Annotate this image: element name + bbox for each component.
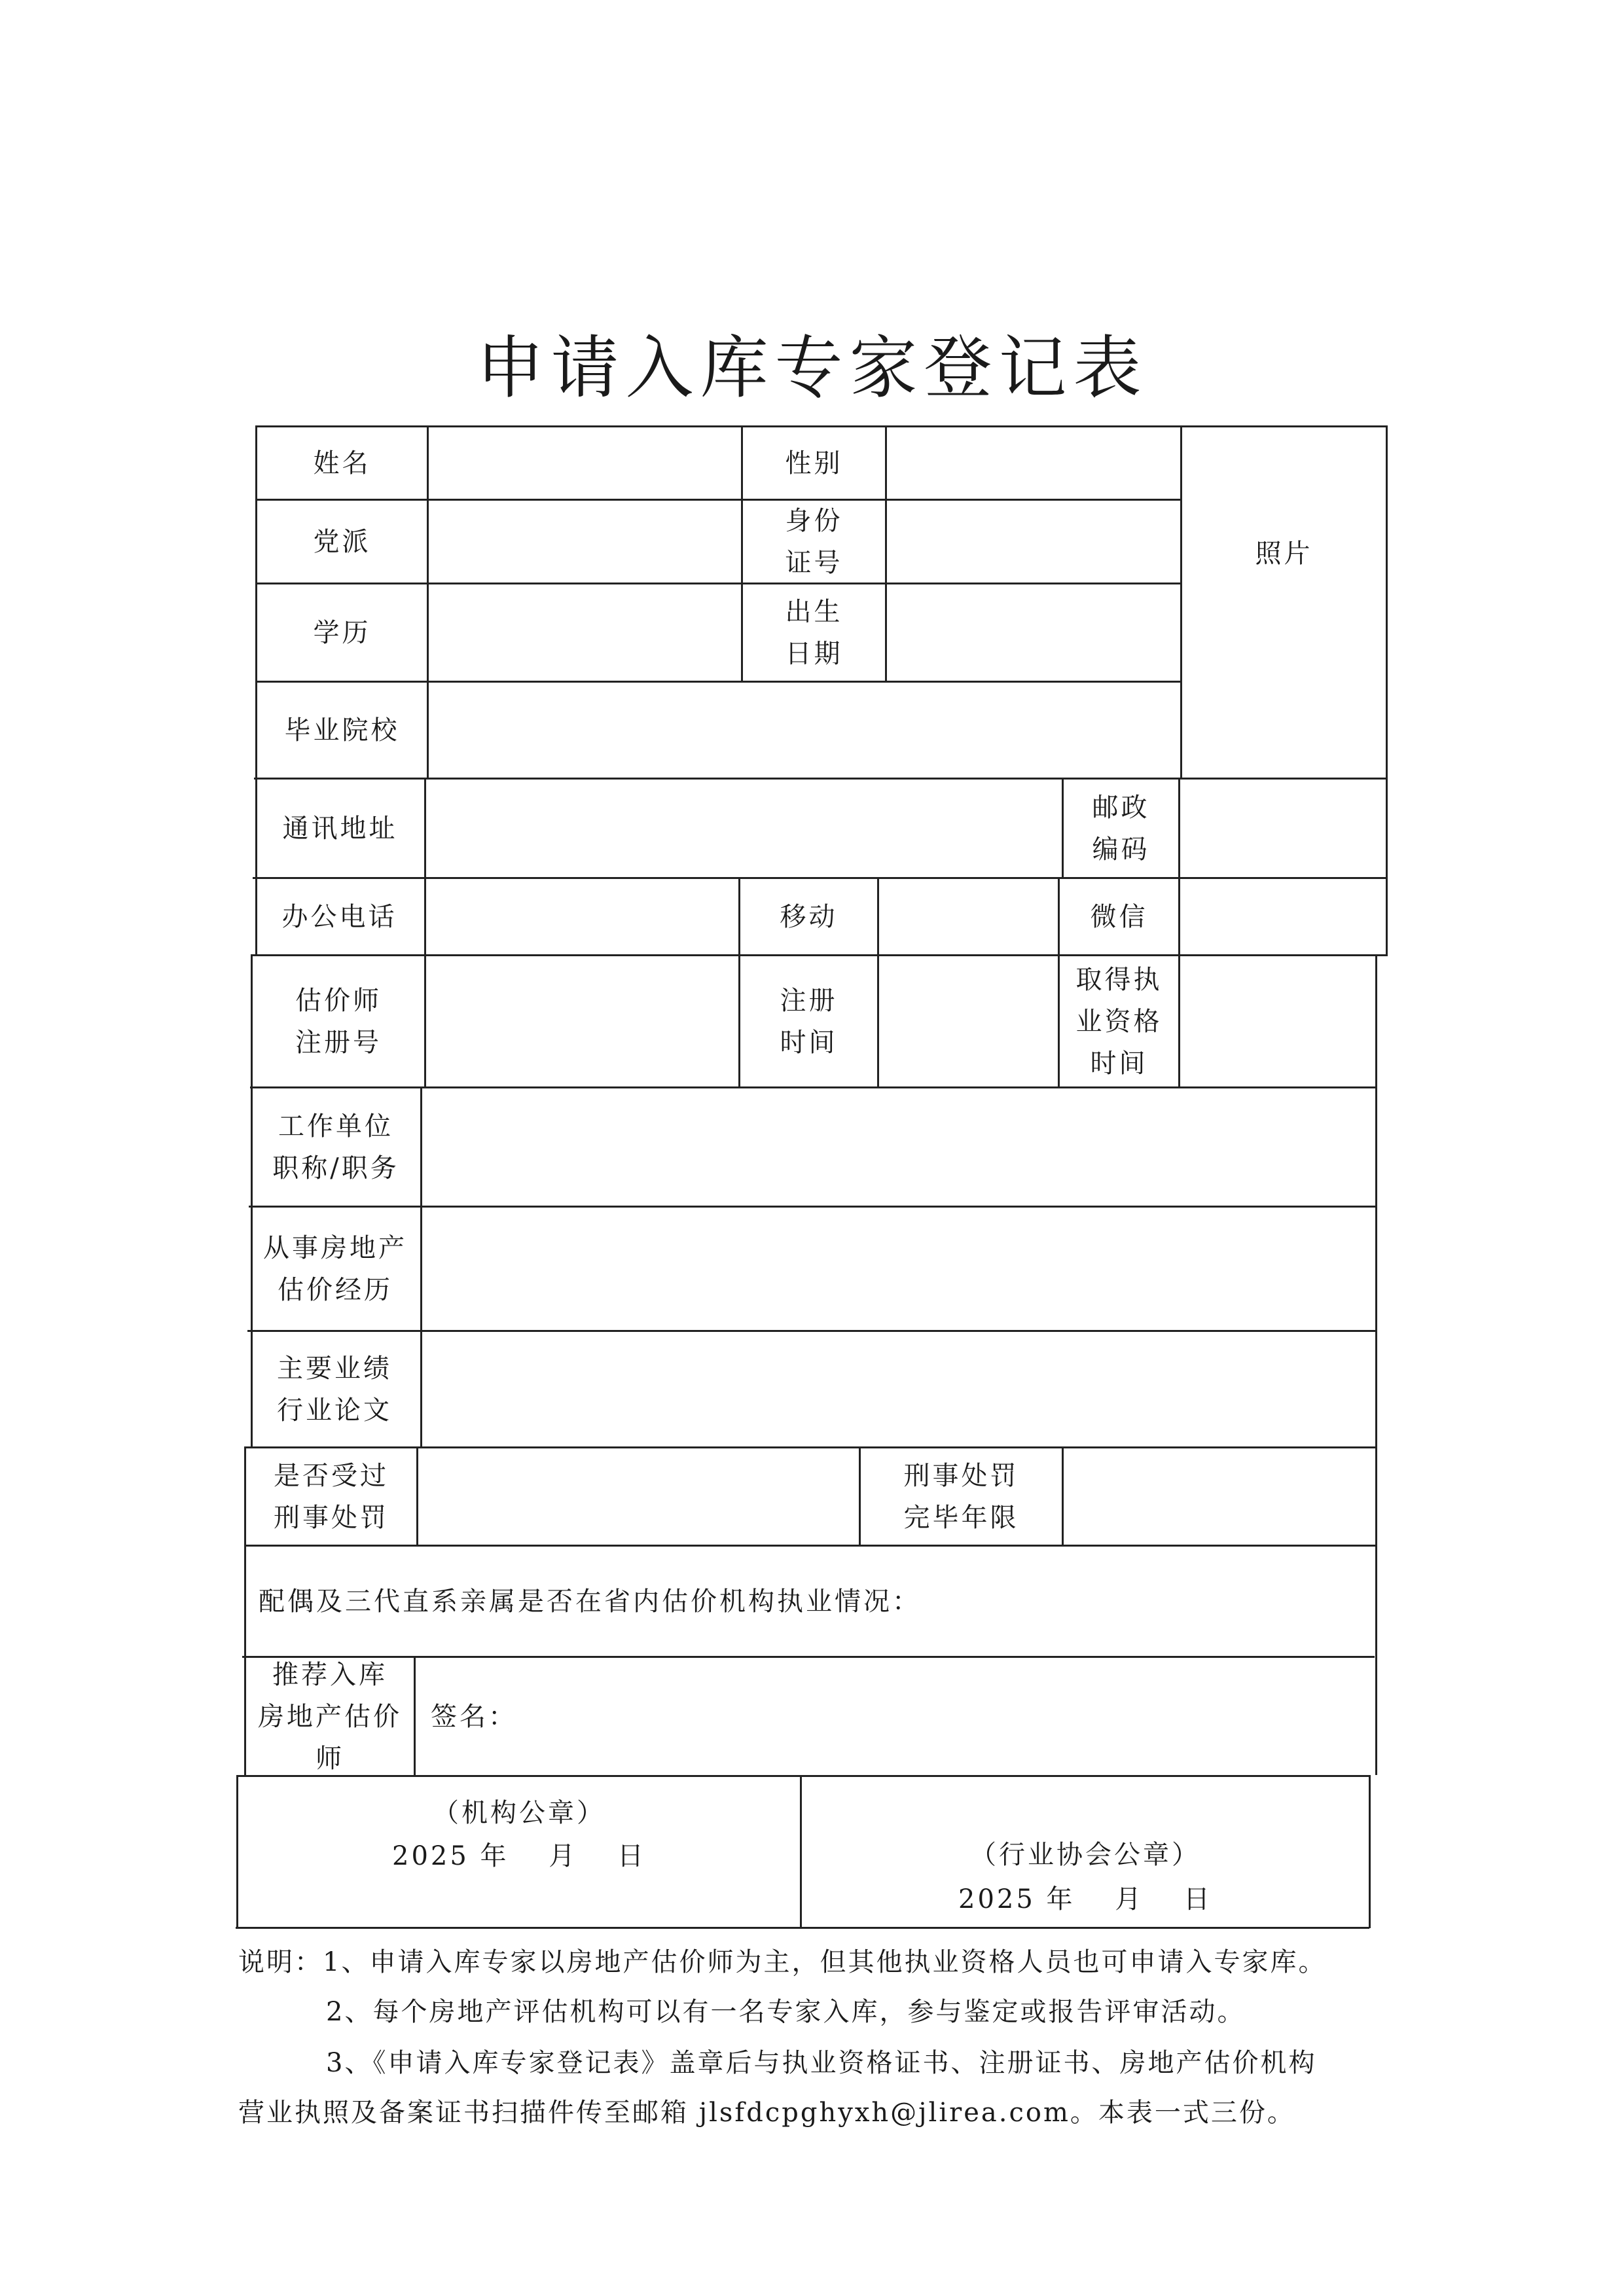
table-line	[237, 1775, 1371, 1777]
achievements-label-line: 行业论文	[277, 1395, 392, 1426]
table-line	[1178, 778, 1180, 1086]
assoc-seal-date-text: 2025 年 月 日	[958, 1884, 1212, 1914]
reg-time-label-line: 时间	[780, 1027, 838, 1058]
assoc-seal-label	[802, 1835, 1369, 1874]
org-seal-text: （机构公章）	[433, 1798, 605, 1828]
id-number-label	[743, 501, 885, 583]
wechat-label-text: 微信	[1090, 901, 1148, 932]
office-phone-label-text: 办公电话	[281, 901, 397, 932]
org-seal-label	[238, 1793, 800, 1833]
table-line	[1375, 954, 1377, 1775]
page-title: 申请入库专家登记表	[476, 328, 1148, 408]
table-line	[414, 1656, 416, 1775]
note-line-2: 2、每个房地产评估机构可以有一名专家入库，参与鉴定或报告评审活动。	[326, 1997, 1246, 2027]
address-label	[256, 780, 424, 877]
birth-date-label-line: 日期	[785, 638, 843, 669]
table-line	[424, 778, 426, 1086]
name-label-text: 姓名	[313, 448, 371, 478]
mobile-label	[740, 879, 877, 954]
note-line-1: 说明：1、申请入库专家以房地产估价师为主，但其他执业资格人员也可申请入专家库。	[238, 1947, 1327, 1977]
relatives-label-text: 配偶及三代直系亲属是否在省内估价机构执业情况：	[259, 1586, 921, 1617]
criminal-label-line: 是否受过	[274, 1460, 389, 1491]
note-line-3: 3、《申请入库专家登记表》盖章后与执业资格证书、注册证书、房地产估价机构	[326, 2048, 1317, 2078]
criminal-end-label	[861, 1448, 1062, 1545]
postcode-label	[1064, 780, 1178, 877]
note-line-4: 营业执照及备案证书扫描件传至邮箱 jlsfdcpghyxh@jlirea.com。本表一式三份。	[238, 2098, 1295, 2128]
id-number-label-line: 身份	[785, 505, 843, 536]
school-label	[257, 683, 427, 778]
relatives-label	[259, 1547, 1371, 1656]
org-seal-date-text: 2025 年 月 日	[392, 1841, 646, 1871]
reg-time-label-line: 注册	[780, 985, 838, 1016]
table-line	[1386, 425, 1388, 956]
experience-label-line: 从事房地产	[263, 1232, 407, 1263]
work-unit-label-line: 职称/职务	[272, 1153, 399, 1183]
qualification-time-label-line: 取得执	[1075, 964, 1163, 995]
party-label-text: 党派	[313, 526, 371, 557]
criminal-label	[246, 1448, 416, 1545]
org-seal-date	[238, 1837, 800, 1876]
assoc-seal-date	[802, 1880, 1369, 1919]
postcode-label-line: 编码	[1092, 834, 1150, 865]
photo-area	[1182, 427, 1386, 778]
work-unit-label-line: 工作单位	[278, 1111, 393, 1141]
qualification-time-label	[1060, 956, 1178, 1086]
table-line	[427, 425, 429, 779]
party-label	[257, 501, 427, 583]
id-number-label-line: 证号	[785, 547, 843, 578]
table-line	[885, 425, 887, 682]
birth-date-label	[743, 584, 885, 681]
appraiser-reg-no-label-line: 注册号	[295, 1027, 382, 1058]
recommender-label	[246, 1658, 414, 1775]
office-phone-label	[255, 879, 424, 954]
qualification-time-label-line: 时间	[1090, 1048, 1148, 1079]
signature-label-text: 签名：	[431, 1701, 517, 1732]
experience-label	[250, 1208, 420, 1330]
criminal-label-line: 刑事处罚	[274, 1502, 389, 1533]
recommender-label-line: 师	[316, 1743, 344, 1774]
appraiser-reg-no-label-line: 估价师	[295, 985, 382, 1016]
assoc-seal-text: （行业协会公章）	[970, 1840, 1200, 1870]
postcode-label-line: 邮政	[1092, 792, 1150, 823]
qualification-time-label-line: 业资格	[1075, 1006, 1163, 1037]
table-line	[420, 1086, 422, 1446]
gender-label	[743, 427, 885, 499]
criminal-end-label-line: 完毕年限	[903, 1502, 1019, 1533]
mobile-label-text: 移动	[780, 901, 838, 932]
table-line	[877, 877, 879, 1086]
name-label	[257, 427, 427, 499]
experience-label-line: 估价经历	[278, 1274, 393, 1305]
wechat-label	[1060, 879, 1178, 954]
achievements-label-line: 主要业绩	[277, 1353, 392, 1384]
recommender-label-line: 房地产估价	[258, 1701, 402, 1732]
work-unit-label	[251, 1088, 420, 1206]
table-line	[236, 1927, 1369, 1929]
birth-date-label-line: 出生	[785, 596, 843, 627]
table-line	[1369, 1775, 1371, 1928]
signature-label	[431, 1658, 823, 1775]
education-label	[257, 584, 427, 681]
table-line	[1062, 1446, 1064, 1545]
school-label-text: 毕业院校	[284, 715, 400, 745]
photo-label-text: 照片	[1255, 538, 1313, 569]
achievements-label	[249, 1332, 420, 1446]
criminal-end-label-line: 刑事处罚	[903, 1460, 1019, 1491]
appraiser-reg-no-label	[253, 956, 424, 1086]
reg-time-label	[740, 956, 877, 1086]
table-line	[416, 1446, 418, 1545]
recommender-label-line: 推荐入库	[272, 1659, 388, 1690]
education-label-text: 学历	[313, 617, 371, 648]
address-label-text: 通讯地址	[282, 813, 398, 844]
gender-label-text: 性别	[785, 448, 843, 478]
